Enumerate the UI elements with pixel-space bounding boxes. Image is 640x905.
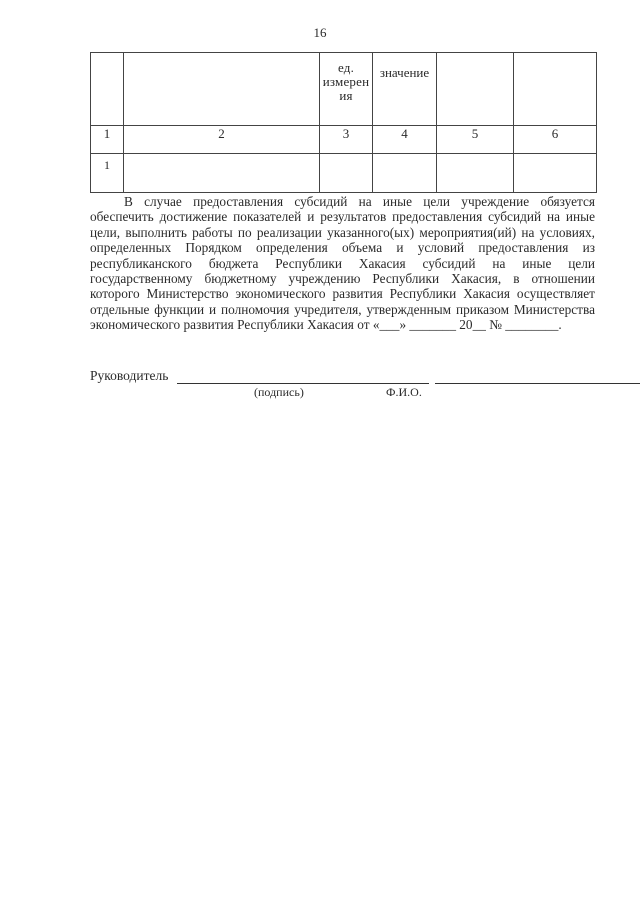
column-number: 3 <box>320 126 373 154</box>
report-table <box>90 52 597 193</box>
table-cell <box>124 154 320 193</box>
table-row <box>91 154 597 193</box>
column-number: 1 <box>91 126 124 154</box>
signature-caption: (подпись) <box>254 385 304 399</box>
column-number-row <box>91 126 597 154</box>
table-header-row <box>91 53 597 126</box>
signature-block <box>90 368 590 408</box>
table-cell <box>514 154 597 193</box>
header-cell <box>437 53 514 126</box>
signature-line <box>177 383 429 384</box>
table-cell <box>437 154 514 193</box>
body-paragraph <box>90 194 595 333</box>
name-caption: Ф.И.О. <box>386 385 422 399</box>
header-cell <box>514 53 597 126</box>
header-unit: ед. измерен ия <box>320 53 373 126</box>
column-number: 4 <box>373 126 437 154</box>
table-cell <box>320 154 373 193</box>
header-cell <box>124 53 320 126</box>
page-number: 16 <box>313 25 327 40</box>
header-cell <box>91 53 124 126</box>
column-number: 2 <box>124 126 320 154</box>
column-number: 5 <box>437 126 514 154</box>
table-cell <box>373 154 437 193</box>
header-value: значение <box>373 53 437 126</box>
table-cell: 1 <box>91 154 124 193</box>
paragraph-text: В случае предоставления субсидий на иные цели учреждение обязуется обеспечить достижение показателей и результатов предоставления субсидий на иные цели, выполнить работы по реализации указанного(ых) мероприятия(ий) на условиях, определенных Порядком определения объема и условий предоставления из республиканского бюджета Республики Хакасия субсидий на иные цели государственному бюджетному учреждению Республики Хакасия, в отношении которого Министерство экономического развития Республики Хакасия осуществляет отдельные функции и полномочия учредителя, утвержденным приказом Министерства экономического развития Республики Хакасия от «___» _______ 20__ № ________. <box>90 194 595 333</box>
name-line <box>435 383 640 384</box>
column-number: 6 <box>514 126 597 154</box>
signature-label: Руководитель <box>90 368 169 383</box>
